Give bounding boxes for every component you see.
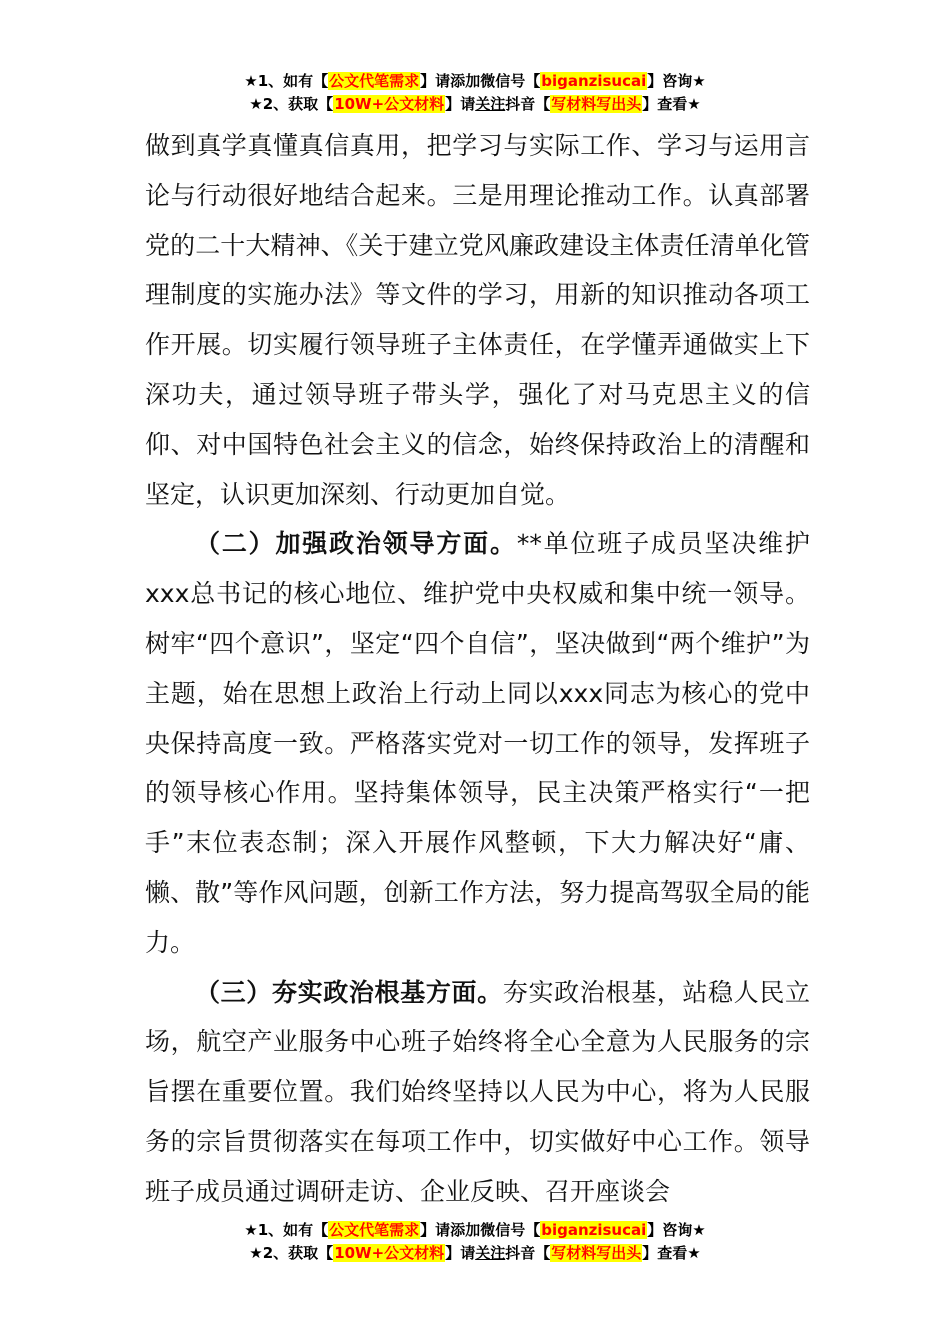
banner-text: ★1、如有【 <box>244 1221 329 1239</box>
paragraph-text: **单位班子成员坚决维护xxx总书记的核心地位、维护党中央权威和集中统一领导。树牢“四个意识”，坚定“四个自信”，坚决做到“两个维护”为主题，始在思想上政治上行动上同以xxx同志为核心的党中央保持高度一致。严格落实党对一切工作的领导，发挥班子的领导核心作用。坚持集体领导，民主决策严格实行“一把手”末位表态制；深入开展作风整顿，下大力解决好“庸、懒、散”等作风问题，创新工作方法，努力提高驾驭全局的能力。 <box>145 529 810 957</box>
banner-text: 微信号【 <box>480 1221 541 1239</box>
highlight-douyin: 写材料写出头 <box>551 95 642 113</box>
banner-text: 抖音【 <box>505 1244 551 1262</box>
section-heading: （二）加强政治领导方面。 <box>195 529 517 559</box>
banner-text: 加 <box>465 1221 481 1239</box>
highlight-douyin: 写材料写出头 <box>551 1244 642 1262</box>
paragraph-text: 做到真学真懂真信真用，把学习与实际工作、学习与运用言论与行动很好地结合起来。三是用理论推动工作。认真部署党的二十大精神、《关于建立党风廉政建设主体责任清单化管理制度的实施办法》等文件的学习，用新的知识推动各项工作开展。切实履行领导班子主体责任，在学懂弄通做实上下深功夫，通过领导班子带头学，强化了对马克思主义的信仰、对中国特色社会主义的信念，始终保持政治上的清醒和坚定，认识更加深刻、行动更加自觉。 <box>145 131 810 509</box>
paragraph-3 <box>145 968 810 1217</box>
banner-line-2 <box>0 93 950 116</box>
document-body <box>145 121 810 1217</box>
banner-line-1 <box>0 1219 950 1242</box>
highlight-wechat-id: biganzisucai <box>541 72 647 90</box>
highlight-service: 公文代笔需求 <box>329 72 420 90</box>
highlight-materials: 10W+公文材料 <box>334 1244 445 1262</box>
banner-text: 】请 <box>445 1244 476 1262</box>
paragraph-2 <box>145 519 810 967</box>
banner-text: ★2、获取【 <box>249 1244 334 1262</box>
banner-text: ★1、如有【 <box>244 72 329 90</box>
banner-text: 】查看★ <box>642 1244 701 1262</box>
banner-text: 】请添 <box>420 1221 466 1239</box>
banner-text: 加 <box>465 72 481 90</box>
banner-text: 抖音【 <box>505 95 551 113</box>
banner-underline-text: 关注 <box>475 1244 506 1262</box>
paragraph-text: 夯实政治根基，站稳人民立场，航空产业服务中心班子始终将全心全意为人民服务的宗旨摆在重要位置。我们始终坚持以人民为中心，将为人民服务的宗旨贯彻落实在每项工作中，切实做好中心工作。领导班子成员通过调研走访、企业反映、召开座谈会 <box>145 977 810 1206</box>
banner-text: ★2、获取【 <box>249 95 334 113</box>
highlight-wechat-id: biganzisucai <box>541 1221 647 1239</box>
section-heading: （三）夯实政治根基方面。 <box>195 977 503 1007</box>
banner-line-2 <box>0 1242 950 1265</box>
highlight-service: 公文代笔需求 <box>329 1221 420 1239</box>
footer-banner <box>0 1219 950 1265</box>
banner-text: 】咨询★ <box>647 72 706 90</box>
highlight-materials: 10W+公文材料 <box>334 95 445 113</box>
banner-text: 微信号【 <box>480 72 541 90</box>
banner-line-1 <box>0 70 950 93</box>
banner-text: 】查看★ <box>642 95 701 113</box>
banner-text: 】请添 <box>420 72 466 90</box>
header-banner <box>0 70 950 116</box>
banner-underline-text: 关注 <box>475 95 506 113</box>
banner-text: 】咨询★ <box>647 1221 706 1239</box>
paragraph-1 <box>145 121 810 519</box>
banner-text: 】请 <box>445 95 476 113</box>
